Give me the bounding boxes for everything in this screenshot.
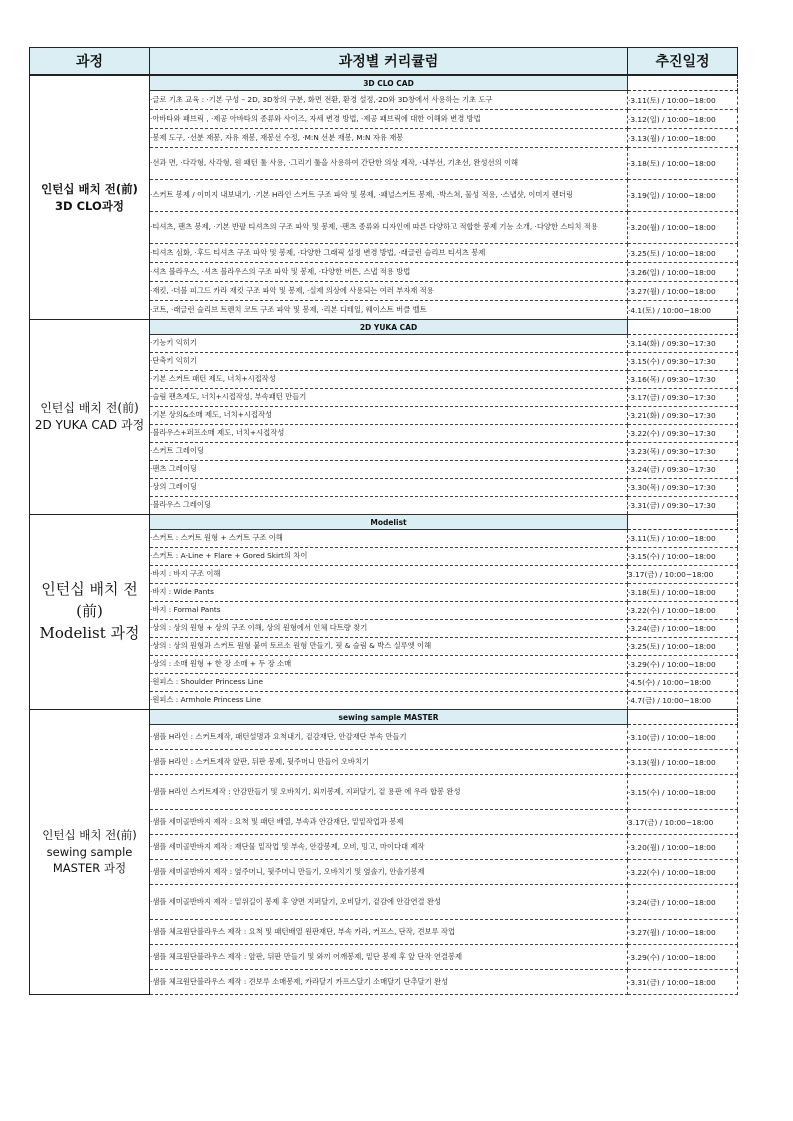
schedule-date: ·3.16(목) / 09:30~17:30	[628, 371, 738, 389]
curriculum-text: ·샘플 세미골반바지 제작 : 재단물 밑작업 및 부속, 안감봉제, 오비, 밍고, 마이다대 제작	[150, 835, 628, 860]
schedule-date: ·3.10(금) / 10:00~18:00	[628, 725, 738, 750]
curriculum-text: ·상의 그레이딩	[150, 479, 628, 497]
curriculum-text: ·셔츠 블라우스, ·셔츠 블라우스의 구조 파악 및 봉제, ·다양한 버튼, 스냅 적용 방법	[150, 263, 628, 282]
course-name-cell	[30, 515, 150, 710]
schedule-header: 추진일정	[628, 48, 738, 76]
schedule-date: ·3.22(수) / 09:30~17:30	[628, 425, 738, 443]
schedule-date: ·3.13(월) / 10:00~18:00	[628, 750, 738, 775]
curriculum-body	[30, 75, 738, 995]
schedule-date: ·3.19(일) / 10:00~18:00	[628, 180, 738, 212]
curriculum-text: ·글로 기초 교육 : ·기본 구성 – 2D, 3D창의 구분, 화면 전환, 환경 설정,·2D와 3D창에서 사용하는 기초 도구	[150, 91, 628, 110]
curriculum-text: ·스커트 봉제 / 이미지 내보내기, ·기본 H라인 스커트 구조 파악 및 봉제, ·패널스커트 봉제, ·박스쳐, 물성 적용, ·스냅샷, 이미지 렌더링	[150, 180, 628, 212]
schedule-date: ·3.17(금) / 09:30~17:30	[628, 389, 738, 407]
curriculum-text: ·기능키 익히기	[150, 335, 628, 353]
section-schedule-empty	[628, 515, 738, 530]
course-name-line: 인턴십 배치 전(前)	[41, 580, 138, 621]
schedule-date: ·3.15(수) / 09:30~17:30	[628, 353, 738, 371]
section-title: Modelist	[150, 515, 628, 530]
course-name-line: MASTER 과정	[52, 861, 127, 876]
schedule-date: ·3.27(월) / 10:00~18:00	[628, 282, 738, 301]
schedule-date: ·3.20(월) / 10:00~18:00	[628, 212, 738, 244]
section-schedule-empty	[628, 320, 738, 335]
curriculum-text: ·코트, ·래글런 슬리브 트렌치 코트 구조 파악 및 봉제, ·리본 디테일, 웨이스트 버클 벨트	[150, 301, 628, 320]
course-name-line: 인턴십 배치 전(前)	[41, 181, 138, 196]
curriculum-text: ·원피스 : Shoulder Princess Line	[150, 674, 628, 692]
curriculum-text: ·단축키 익히기	[150, 353, 628, 371]
schedule-date: ·3.22(수) / 10:00~18:00	[628, 860, 738, 885]
curriculum-text: ·슬림 팬츠제도, 너치+시접작성, 부속패턴 만들기	[150, 389, 628, 407]
schedule-date: 3.17(금) / 10:00~18:00	[628, 566, 738, 584]
schedule-date: ·4.1(토) / 10:00~18:00	[628, 301, 738, 320]
curriculum-table	[29, 47, 738, 995]
schedule-date: ·3.13(월) / 10:00~18:00	[628, 129, 738, 148]
curriculum-text: ·샘플 세미골반바지 제작 : 옆주머니, 뒷주머니 만들기, 오바치기 및 옆솔기, 안솔기봉제	[150, 860, 628, 885]
curriculum-text: ·바지 : Wide Pants	[150, 584, 628, 602]
schedule-date: ·3.24(금) / 10:00~18:00	[628, 885, 738, 920]
schedule-date: ·3.25(토) / 10:00~18:00	[628, 244, 738, 263]
curriculum-text: ·스커트 : A-Line + Flare + Gored Skirt의 차이	[150, 548, 628, 566]
curriculum-text: ·바지 : 바지 구조 이해	[150, 566, 628, 584]
curriculum-text: ·샘플 체크원단블라우스 제작 : 요척 및 패턴배열 원판재단, 부속 카라, 커프스, 단작, 견보루 작업	[150, 920, 628, 945]
course-name-line: 2D YUKA CAD 과정	[34, 418, 145, 432]
schedule-date: ·3.29(수) / 10:00~18:00	[628, 945, 738, 970]
schedule-date: ·3.11(토) / 10:00~18:00	[628, 530, 738, 548]
schedule-date: 3.17(금) / 10:00~18:00	[628, 810, 738, 835]
curriculum-text: ·기본 스커트 패턴 제도, 너치+시접작성	[150, 371, 628, 389]
course-name-cell	[30, 710, 150, 995]
section-row	[30, 710, 738, 725]
course-name-line: Modelist 과정	[39, 623, 140, 642]
curriculum-text: ·봉제 도구, ·선분 재봉, 자유 재봉, 재봉선 수정, ·M:N 선분 재봉, M:N 자유 재봉	[150, 129, 628, 148]
section-schedule-empty	[628, 710, 738, 725]
course-name-line: 인턴십 배치 전(前)	[40, 400, 139, 415]
course-name-line: 3D CLO과정	[55, 198, 124, 213]
curriculum-text: ·상의 : 상의 원형과 스커트 원형 붙여 토르소 원형 만들기, 핏 & 슬림 & 박스 실루엣 이해	[150, 638, 628, 656]
curriculum-text: ·스커트 : 스커트 원형 + 스커트 구조 이해	[150, 530, 628, 548]
section-row	[30, 75, 738, 91]
schedule-date: ·3.20(월) / 10:00~18:00	[628, 835, 738, 860]
schedule-date: ·3.26(일) / 10:00~18:00	[628, 263, 738, 282]
schedule-date: ·3.21(화) / 09:30~17:30	[628, 407, 738, 425]
course-header: 과정	[30, 48, 150, 76]
curriculum-text: ·아바타와 패브릭 , ·제공 아바타의 종류와 사이즈, 자세 변경 방법, ·제공 패브릭에 대한 이해와 변경 방법	[150, 110, 628, 129]
curriculum-text: ·블라우스+퍼프소매 제도, 너치+시접작성	[150, 425, 628, 443]
schedule-date: ·3.15(수) / 10:00~18:00	[628, 775, 738, 810]
curriculum-text: ·샘플 H라인 : 스커트제작 앞판, 뒤판 봉제, 뒷주머니 만들어 오바치기	[150, 750, 628, 775]
curriculum-text: ·샘플 세미골반바지 제작 : 요척 및 패턴 배열, 부속과 안감재단, 밑밑작업과 봉제	[150, 810, 628, 835]
curriculum-text: ·기본 상의&소매 제도, 너치+시접작성	[150, 407, 628, 425]
schedule-date: ·3.11(토) / 10:00~18:00	[628, 91, 738, 110]
schedule-date: ·3.12(일) / 10:00~18:00	[628, 110, 738, 129]
schedule-date: ·3.24(금) / 10:00~18:00	[628, 620, 738, 638]
section-title: 2D YUKA CAD	[150, 320, 628, 335]
schedule-date: ·3.15(수) / 10:00~18:00	[628, 548, 738, 566]
schedule-date: ·3.23(목) / 09:30~17:30	[628, 443, 738, 461]
curriculum-text: ·샘플 체크원단블라우스 제작 : 앞판, 뒤판 만들기 및 와끼 어깨봉제, 밑단 봉제 후 앞 단작 연결봉제	[150, 945, 628, 970]
curriculum-text: ·원피스 : Armhole Princess Line	[150, 692, 628, 710]
schedule-date: ·3.22(수) / 10:00~18:00	[628, 602, 738, 620]
schedule-date: ·4.7(금) / 10:00~18:00	[628, 692, 738, 710]
curriculum-text: ·재킷, ·더블 피그드 카라 재킷 구조 파악 및 봉제, ·실제 의상에 사용되는 여러 부자재 적용	[150, 282, 628, 301]
curriculum-text: ·티셔츠, 팬츠 봉제, ·기본 반팔 티셔츠의 구조 파악 및 봉제, ·팬츠 종류와 디자인에 따른 다양하고 적합한 봉제 기능 소개, ·다양한 스티치 적용	[150, 212, 628, 244]
header-row	[30, 48, 738, 76]
schedule-date: ·3.31(금) / 10:00~18:00	[628, 970, 738, 995]
schedule-date: ·4.5(수) / 10:00~18:00	[628, 674, 738, 692]
schedule-date: ·3.18(토) / 10:00~18:00	[628, 148, 738, 180]
curriculum-text: ·팬츠 그레이딩	[150, 461, 628, 479]
curriculum-text: ·샘플 체크원단블라우스 제작 : 견보루 소매봉제, 카라달기 카프스달기 소매달기 단추달기 완성	[150, 970, 628, 995]
section-title: 3D CLO CAD	[150, 75, 628, 91]
curriculum-text: ·블라우스 그레이딩	[150, 497, 628, 515]
schedule-date: ·3.27(월) / 10:00~18:00	[628, 920, 738, 945]
curriculum-text: ·샘플 세미골반바지 제작 : 밑위길이 봉제 후 양면 지퍼달기, 오비달기, 겉감에 안감연결 완성	[150, 885, 628, 920]
schedule-date: ·3.25(토) / 10:00~18:00	[628, 638, 738, 656]
curriculum-text: ·상의 : 상의 원형 + 상의 구조 이해, 상의 원형에서 인체 다트량 찾기	[150, 620, 628, 638]
curriculum-text: ·바지 : Formal Pants	[150, 602, 628, 620]
curriculum-text: ·티셔츠 심화, ·후드 티셔츠 구조 파악 및 봉제, ·다양한 그래픽 설정 변경 방법, ·래글런 슬리브 티셔츠 봉제	[150, 244, 628, 263]
schedule-date: ·3.18(토) / 10:00~18:00	[628, 584, 738, 602]
schedule-date: ·3.14(화) / 09:30~17:30	[628, 335, 738, 353]
course-name-line: 인턴십 배치 전(前)	[42, 827, 137, 842]
curriculum-text: ·스커트 그레이딩	[150, 443, 628, 461]
course-name-cell	[30, 320, 150, 515]
section-schedule-empty	[628, 75, 738, 91]
curriculum-header: 과정별 커리큘럼	[150, 48, 628, 76]
course-name-cell	[30, 75, 150, 320]
curriculum-text: ·샘플 H라인 스커트제작 : 안감만들기 및 오바치기, 외끼봉제, 지퍼달기, 겉 용판 에 우라 합봉 완성	[150, 775, 628, 810]
section-title: sewing sample MASTER	[150, 710, 628, 725]
curriculum-text: ·상의 : 소매 원형 + 한 장 소매 + 두 장 소매	[150, 656, 628, 674]
curriculum-text: ·샘플 H라인 : 스커트제작, 패턴설명과 요척내기, 겉감재단, 안감재단 부속 만들기	[150, 725, 628, 750]
section-row	[30, 515, 738, 530]
schedule-date: ·3.24(금) / 09:30~17:30	[628, 461, 738, 479]
schedule-date: ·3.29(수) / 10:00~18:00	[628, 656, 738, 674]
schedule-date: ·3.30(목) / 09:30~17:30	[628, 479, 738, 497]
section-row	[30, 320, 738, 335]
curriculum-text: ·선과 면, ·다각형, 사각형, 원 패턴 툴 사용, ·그리기 툴을 사용하여 간단한 의상 제작, ·내부선, 기초선, 완성선의 이해	[150, 148, 628, 180]
schedule-date: ·3.31(금) / 09:30~17:30	[628, 497, 738, 515]
course-name-line: sewing sample	[46, 844, 133, 859]
